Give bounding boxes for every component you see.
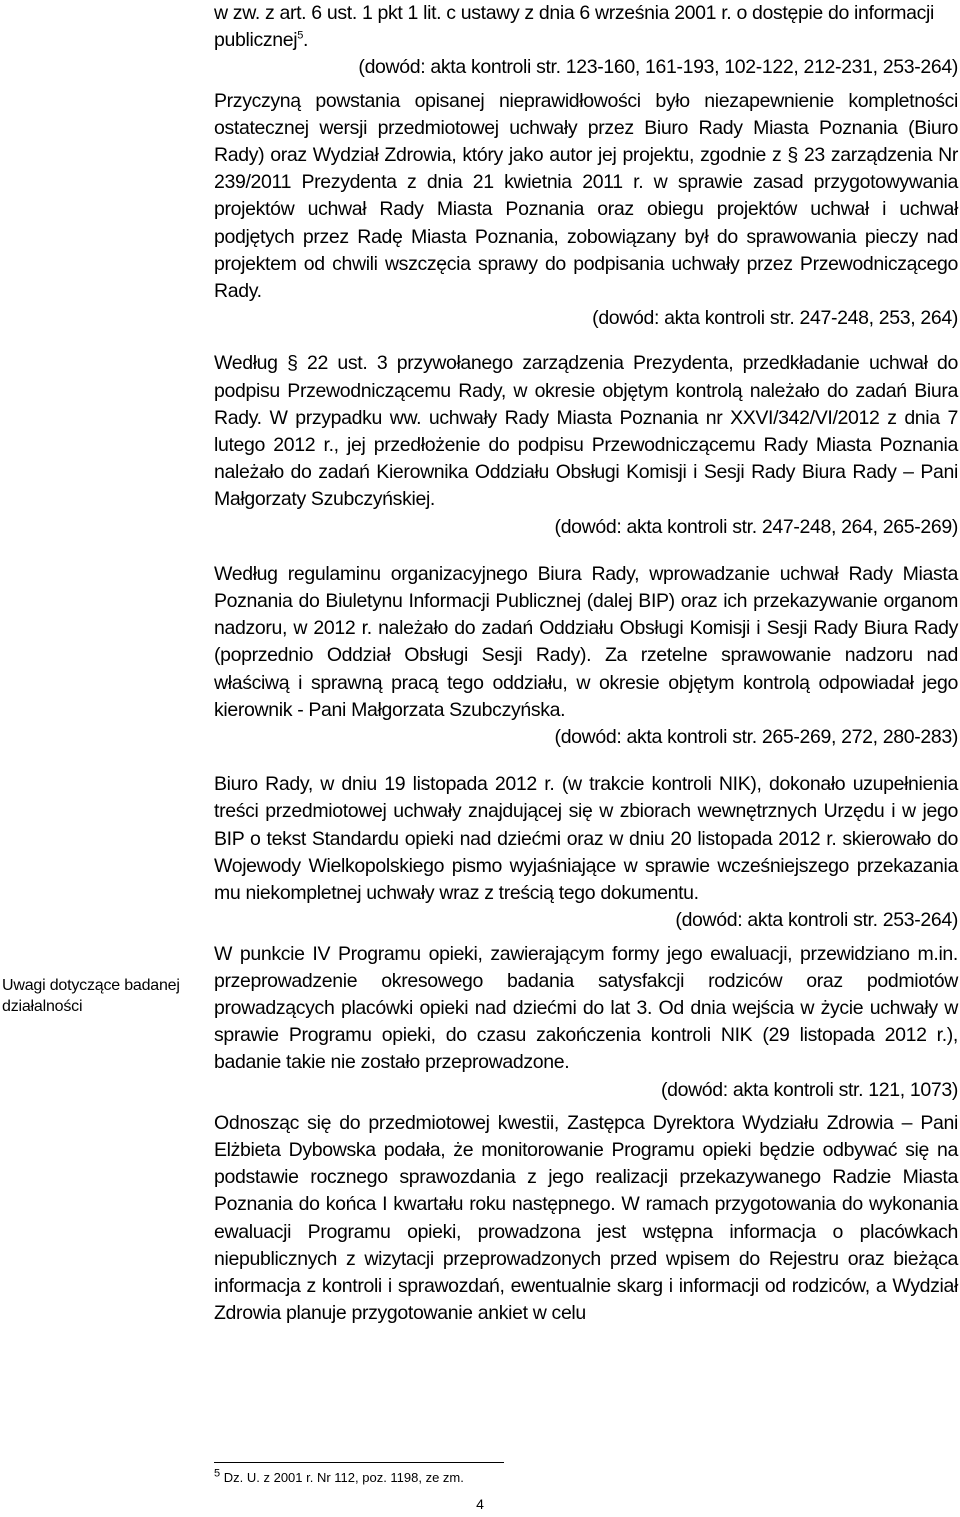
footnote-number: 5 xyxy=(214,1467,221,1480)
continued-paragraph-tail: . xyxy=(303,29,309,52)
continued-paragraph xyxy=(214,0,958,54)
body-paragraph: Odnosząc się do przedmiotowej kwestii, Zastępca Dyrektora Wydziału Zdrowia – Pani Elżbieta Dybowska podała, że monitorowanie Programu opieki będzie odbywać się na podstawie rocznego sprawozdania z jego realizacji przekazywanego Radzie Miasta Poznania do końca I kwartału roku następnego. W ramach przygotowania do wykonania ewaluacji Programu opieki, prowadzona jest wstępna informacja o placówkach niepublicznych z wizytacji przeprowadzonych przed wpisem do Rejestru oraz bieżąca informacja z kontroli i sprawozdań, ewentualnie skarg i informacji od rodziców, a Wydział Zdrowia planuje przygotowanie ankiet w celu xyxy=(214,1111,958,1325)
body-paragraph: W punkcie IV Programu opieki, zawierającym formy jego ewaluacji, przewidziano m.in. przeprowadzenie okresowego badania satysfakcji rodziców oraz podmiotów prowadzących placówki opieki nad dziećmi do lat 3. Od dnia wejścia w życie uchwały w sprawie Programu opieki, do czasu zakończenia kontroli NIK (29 listopada 2012 r.), badanie takie nie zostało przeprowadzone. xyxy=(214,942,958,1074)
continued-paragraph-text: w zw. z art. 6 ust. 1 pkt 1 lit. c ustawy z dnia 6 września 2001 r. o dostępie do informacji publicznej xyxy=(214,2,934,52)
body-paragraph: Według regulaminu organizacyjnego Biura Rady, wprowadzanie uchwał Rady Miasta Poznania do Biuletynu Informacji Publicznej (dalej BIP) oraz ich przekazywanie organom nadzoru, w 2012 r. należało do zadań Oddziału Obsługi Komisji i Sesji Rady Biura Rady (poprzednio Oddział Obsługi Sesji Rady). Za rzetelne sprawowanie nadzoru nad właściwą i sprawną pracą tego oddziału, w okresie objętym kontrolą odpowiadał jego kierownik - Pani Małgorzata Szubczyńska. xyxy=(214,562,958,721)
evidence-citation: (dowód: akta kontroli str. 121, 1073) xyxy=(660,1078,958,1101)
page-number: 4 xyxy=(476,1496,484,1512)
body-paragraph: Biuro Rady, w dniu 19 listopada 2012 r. (w trakcie kontroli NIK), dokonało uzupełnienia treści przedmiotowej uchwały znajdującej się w zbiorach wewnętrznych Urzędu i w jego BIP o tekst Standardu opieki nad dziećmi oraz w dniu 20 listopada 2012 r. skierowało do Wojewody Wielkopolskiego pismo wyjaśniające w sprawie wcześniejszego przekazania mu niekompletnej uchwały wraz z treścią tego dokumentu. xyxy=(214,773,958,905)
margin-section-label: Uwagi dotyczące badanej działalności xyxy=(2,977,180,1015)
footnote-separator xyxy=(214,1462,504,1463)
body-paragraph: Przyczyną powstania opisanej nieprawidłowości było niezapewnienie kompletności ostatecznej wersji przedmiotowej uchwały przez Biuro Rady Miasta Poznania (Biuro Rady) oraz Wydział Zdrowia, który jako autor jej projektu, zgodnie z § 23 zarządzenia Nr 239/2011 Prezydenta z dnia 21 kwietnia 2011 r. w sprawie zasad przygotowywania projektów uchwał Rady Miasta Poznania oraz obiegu projektów uchwał i uchwał podjętych przez Radę Miasta Poznania, zobowiązany był do sprawowania pieczy nad projektem od chwili wszczęcia sprawy do podpisania uchwały przez Przewodniczącego Rady. xyxy=(214,89,958,303)
evidence-citation: (dowód: akta kontroli str. 247-248, 264, 265-269) xyxy=(554,515,958,538)
footnote-reference[interactable]: 5 xyxy=(297,29,304,42)
footnote-text: Dz. U. z 2001 r. Nr 112, poz. 1198, ze zm. xyxy=(223,1470,464,1485)
footnote xyxy=(214,1467,464,1486)
evidence-citation: (dowód: akta kontroli str. 253-264) xyxy=(675,909,958,932)
evidence-citation: (dowód: akta kontroli str. 247-248, 253, 264) xyxy=(592,307,958,330)
evidence-citation: (dowód: akta kontroli str. 265-269, 272, 280-283) xyxy=(554,726,958,749)
body-paragraph: Według § 22 ust. 3 przywołanego zarządzenia Prezydenta, przedkładanie uchwał do podpisu Przewodniczącemu Rady, w okresie objętym kontrolą należało do zadań Biura Rady. W przypadku ww. uchwały Rady Miasta Poznania nr XXVI/342/VI/2012 z dnia 7 lutego 2012 r., jej przedłożenie do podpisu Przewodniczącemu Rady Miasta Poznania należało do zadań Kierownika Oddziału Obsługi Komisji i Sesji Rady Biura Rady – Pani Małgorzaty Szubczyńskiej. xyxy=(214,352,958,511)
main-text-column xyxy=(214,0,958,1327)
evidence-citation: (dowód: akta kontroli str. 123-160, 161-193, 102-122, 212-231, 253-264) xyxy=(358,56,958,79)
